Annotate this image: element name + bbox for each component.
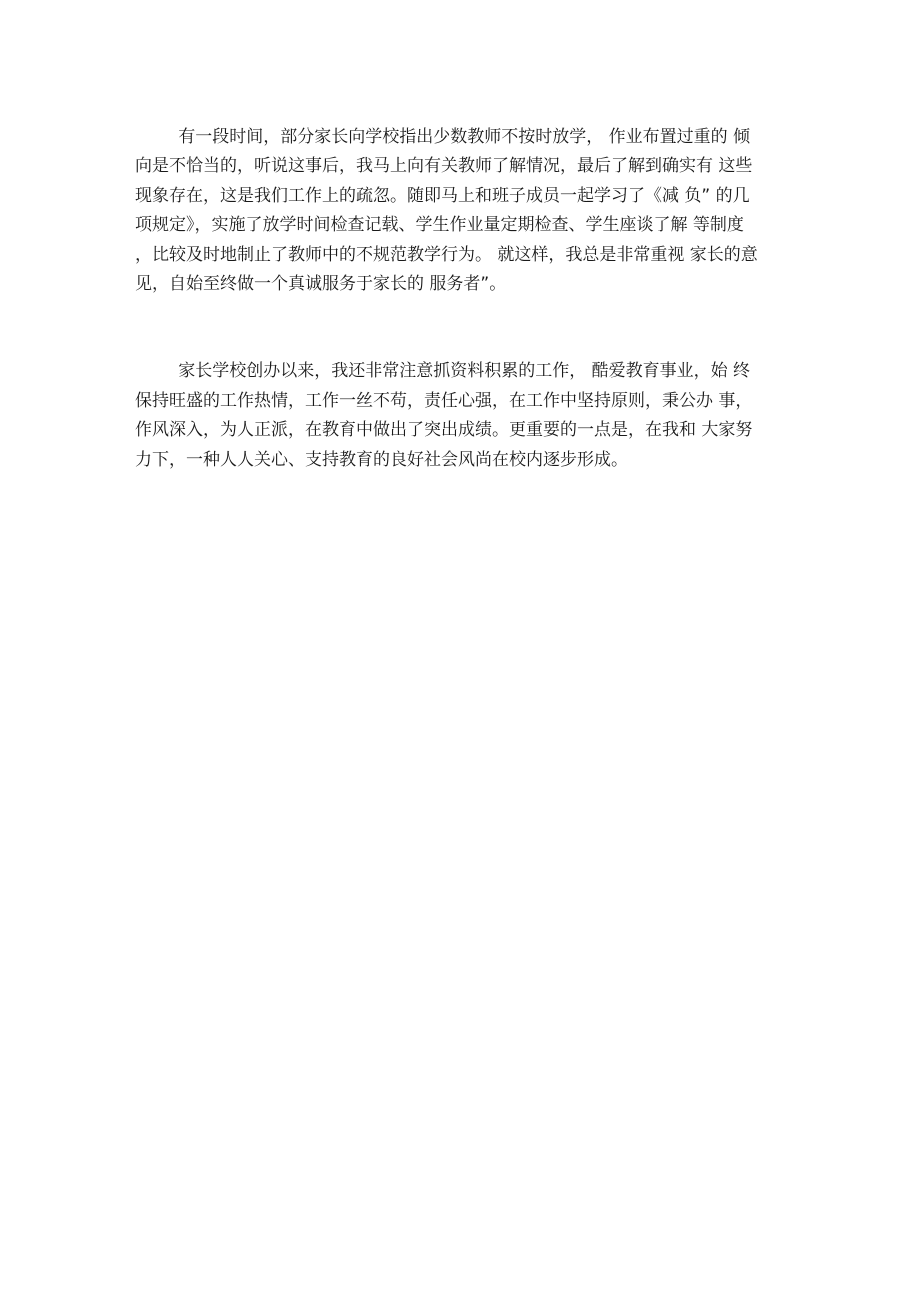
paragraph-2: [135, 357, 785, 475]
text-line: 向是不恰当的，听说这事后，我马上向有关教师了解情况，最后了解到确实有 这些: [135, 156, 753, 177]
paragraph-1: [135, 123, 785, 299]
text-line: ，比较及时地制止了教师中的不规范教学行为。 就这样，我总是非常重视 家长的意: [135, 244, 758, 265]
text-line: 有一段时间，部分家长向学校指出少数教师不按时放学， 作业布置过重的 倾: [135, 127, 751, 147]
text-line: 见，自始至终做一个真诚服务于家长的 服务者”。: [135, 273, 507, 294]
text-line: 现象存在，这是我们工作上的疏忽。随即马上和班子成员一起学习了《减 负” 的几: [135, 185, 750, 206]
text-line: 项规定》，实施了放学时间检查记载、学生作业量定期检查、学生座谈了解 等制度: [135, 215, 744, 236]
text-line: 保持旺盛的工作热情，工作一丝不苟，责任心强，在工作中坚持原则，秉公办 事，: [135, 390, 753, 411]
document-body: [135, 123, 785, 475]
text-line: 家长学校创办以来，我还非常注意抓资料积累的工作， 酷爱教育事业，始 终: [135, 361, 751, 382]
text-line: 力下，一种人人关心、支持教育的良好社会风尚在校内逐步形成。: [135, 449, 628, 470]
text-line: 作风深入，为人正派，在教育中做出了突出成绩。更重要的一点是，在我和 大家努: [135, 420, 753, 441]
